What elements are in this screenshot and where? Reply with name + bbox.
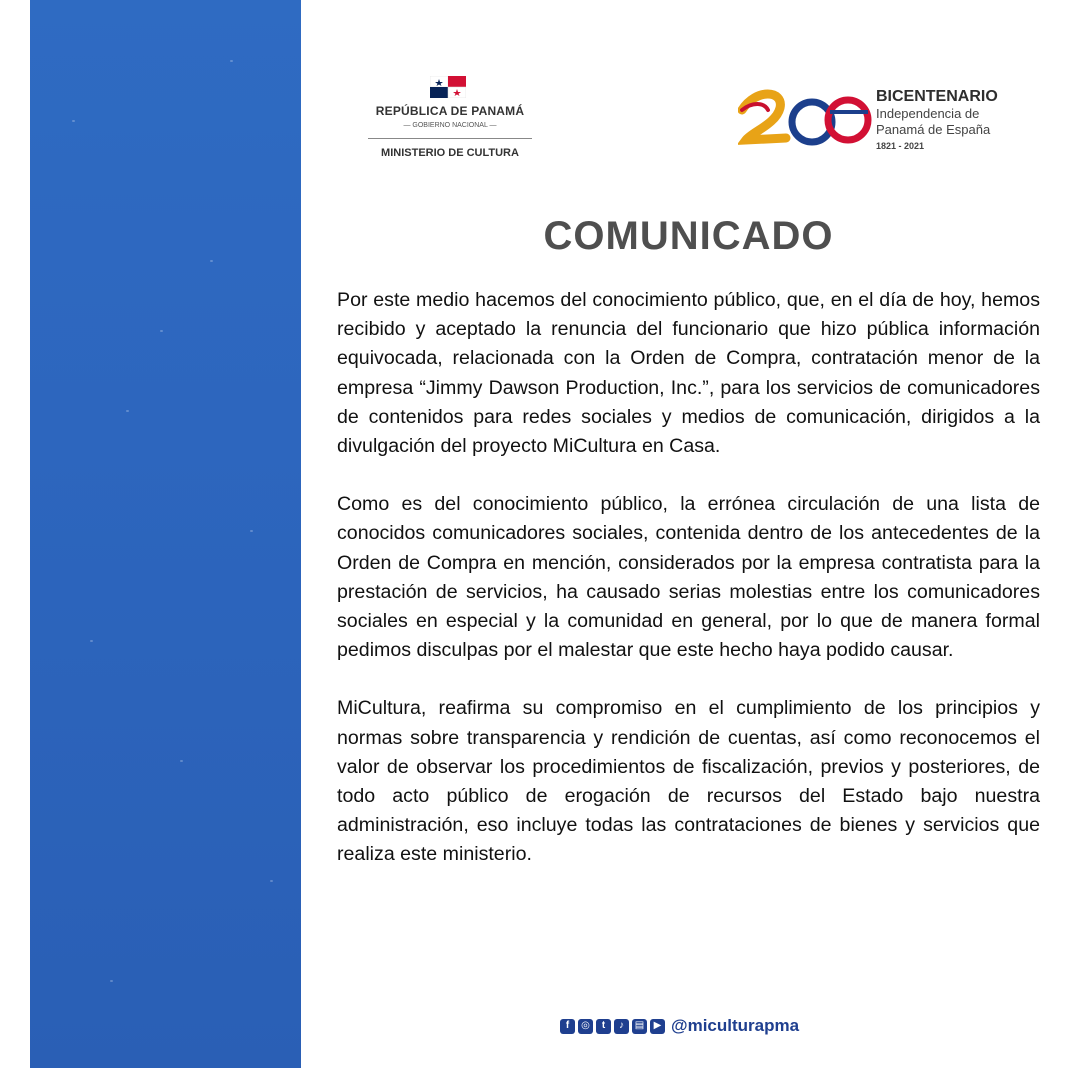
left-margin xyxy=(0,0,30,1080)
social-footer xyxy=(560,1014,799,1038)
document-body xyxy=(337,286,1040,899)
panama-flag-icon xyxy=(430,76,466,98)
gov-ministry-label: MINISTERIO DE CULTURA xyxy=(381,147,519,159)
body-paragraph: Por este medio hacemos del conocimiento público, que, en el día de hoy, hemos recibido y aceptado la renuncia del funcionario que hizo pública información equivocada, relacionada con la Orden de Compra, contratación menor de la empresa “Jimmy Dawson Production, Inc.”, para los servicios de comunicadores de contenidos para redes sociales y medios de comunicación, dirigidos a la divulgación del proyecto MiCultura en Casa. xyxy=(337,289,1040,458)
instagram-icon[interactable]: ◎ xyxy=(578,1019,593,1034)
youtube-icon[interactable]: ▶ xyxy=(650,1019,665,1034)
bicentenario-logo xyxy=(738,80,1038,160)
bicentenario-subtitle-2: Panamá de España xyxy=(876,122,991,137)
gobierno-panama-logo xyxy=(360,72,540,164)
bicentenario-years: 1821 - 2021 xyxy=(876,141,925,151)
bicentenario-title: BICENTENARIO xyxy=(876,88,998,105)
body-paragraph: Como es del conocimiento público, la errónea circulación de una lista de conocidos comunicadores sociales, contenida dentro de los antecedentes de la Orden de Compra en mención, considerados por la empresa contratista para la prestación de servicios, ha causado serias molestias entre los comunicadores sociales en especial y la comunidad en general, por lo que de manera formal pedimos disculpas por el malestar que este hecho haya podido causar. xyxy=(337,493,1040,662)
body-paragraph: MiCultura, reafirma su compromiso en el cumplimiento de los principios y normas sobre transparencia y rendición de cuentas, así como reconocemos el valor de observar los procedimientos de fiscalización, previos y posteriores, de todo acto público de erogación de recursos del Estado bajo nuestra administración, eso incluye todas las contrataciones de bienes y servicios que realiza este ministerio. xyxy=(337,697,1040,866)
tiktok-icon[interactable]: ♪ xyxy=(614,1019,629,1034)
document-title: COMUNICADO xyxy=(543,214,834,258)
social-handle[interactable]: @miculturapma xyxy=(671,1016,800,1035)
gov-country-label: REPÚBLICA DE PANAMÁ xyxy=(375,104,525,118)
decorative-blue-band xyxy=(30,0,301,1068)
facebook-icon[interactable]: f xyxy=(560,1019,575,1034)
twitter-icon[interactable]: t xyxy=(596,1019,611,1034)
bicentenario-subtitle-1: Independencia de xyxy=(876,106,980,121)
gov-divider xyxy=(368,138,532,139)
flickr-icon[interactable]: ▤ xyxy=(632,1019,647,1034)
gov-government-label: — GOBIERNO NACIONAL — xyxy=(403,122,497,129)
bicentenario-200-mark-icon xyxy=(738,80,878,154)
